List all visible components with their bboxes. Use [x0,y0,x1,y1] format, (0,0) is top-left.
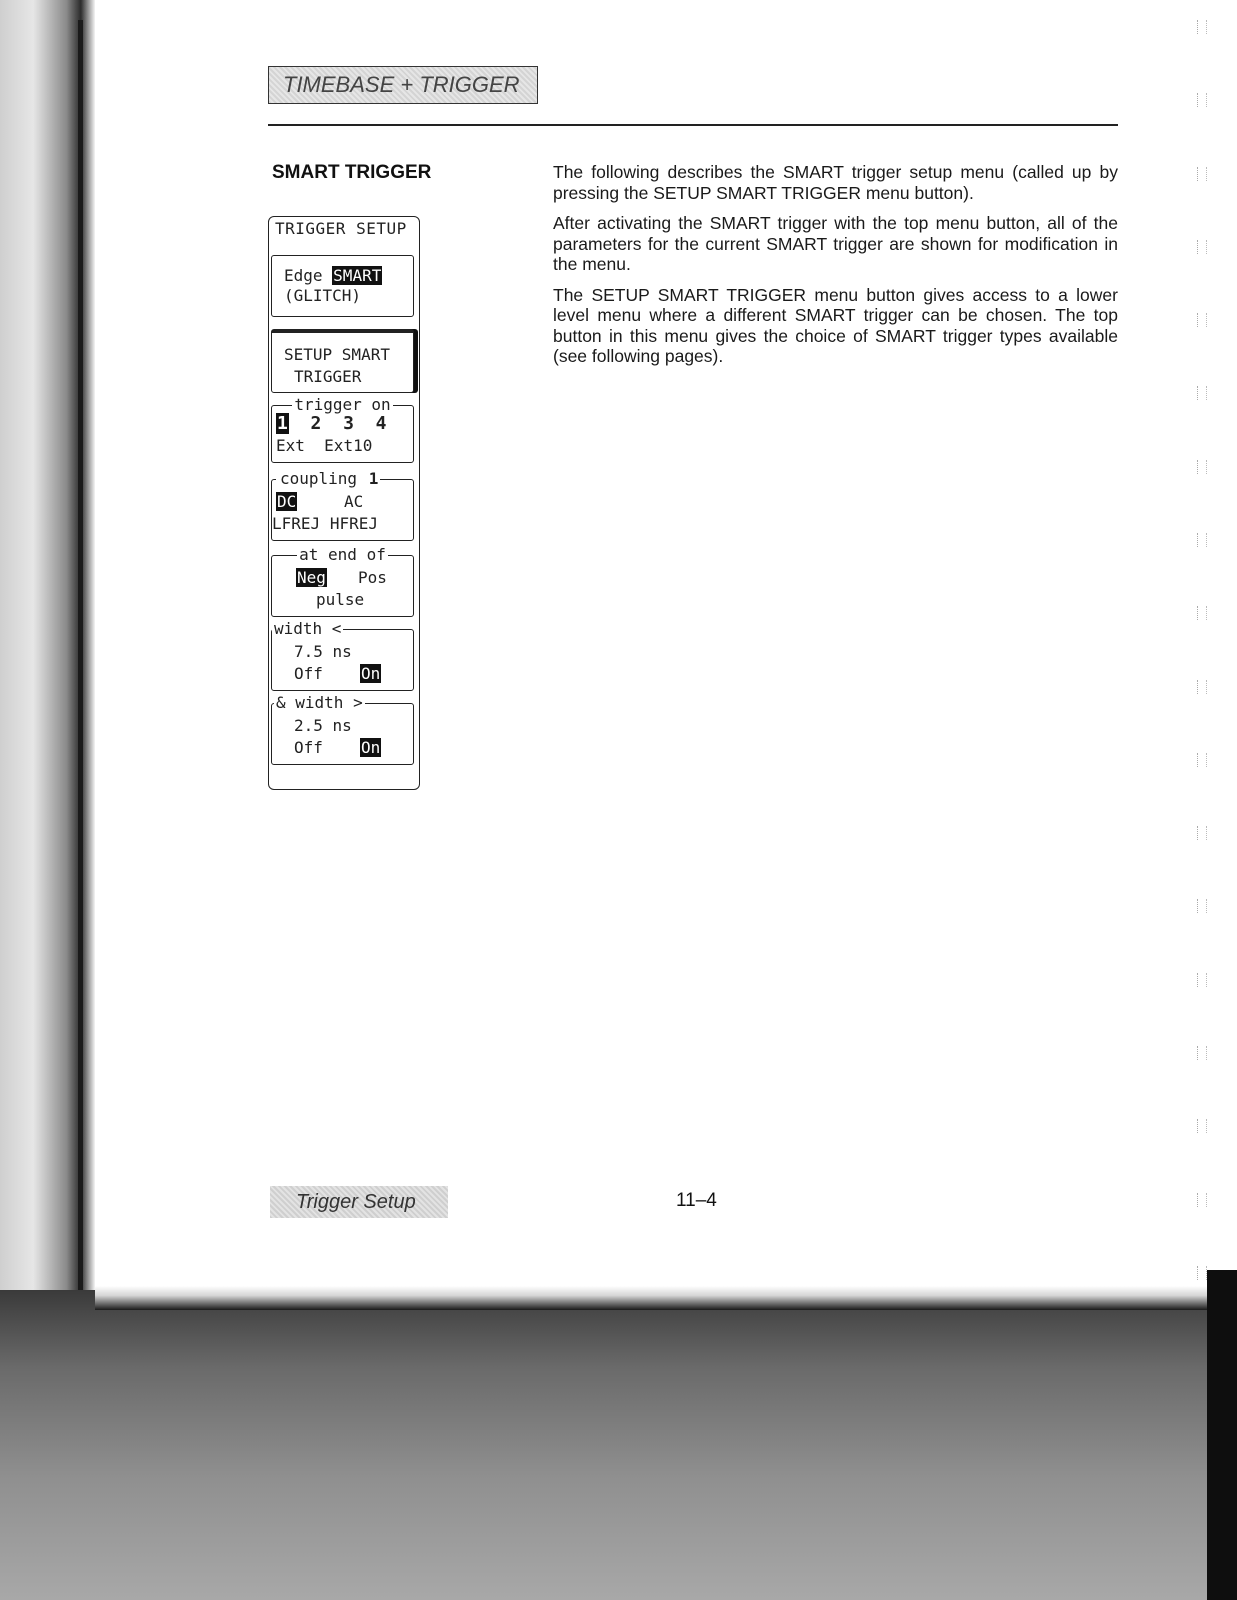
width-lt-off: Off [294,664,323,683]
width-greater-than-button[interactable] [271,693,414,765]
spine-line [78,20,83,1300]
paragraph-1: The following describes the SMART trigger setup menu (called up by pressing the SETUP SMART TRIGGER menu button). [553,162,1118,203]
coupling-legend: coupling [280,469,358,488]
trigger-type-button[interactable] [271,255,414,317]
option-edge: Edge [284,266,323,285]
option-pos: Pos [358,568,387,587]
left-heading: SMART TRIGGER [272,162,432,183]
at-end-of-button[interactable] [271,545,414,617]
bottom-shadow [0,1290,1237,1600]
right-edge-marks [1197,20,1217,1280]
coupling-channel: 1 [368,469,379,488]
trigger-subtype: (GLITCH) [284,286,362,305]
width-gt-on-selected: On [361,738,381,757]
trigger-on-legend: trigger on [294,395,391,414]
coupling-lfrej: LFREJ [272,514,321,533]
section-title-tab [268,66,538,104]
paragraph-3: The SETUP SMART TRIGGER menu button gives access to a lower level menu where a different SMART trigger can be chosen. The top button in this menu gives the choice of SMART trigger types available (see following pages). [553,284,1118,366]
right-dark-edge [1207,1270,1237,1600]
coupling-ac: AC [344,492,364,511]
coupling-button[interactable] [271,469,414,541]
width-gt-value: 2.5 ns [294,716,352,735]
option-ext: Ext [276,436,305,455]
paragraph-2: After activating the SMART trigger with the top menu button, all of the parameters for the current SMART trigger are shown for modification in the menu. [553,213,1118,274]
header-rule [268,124,1118,126]
trigger-setup-menu [268,216,420,790]
width-gt-legend: & width > [276,693,363,712]
setup-smart-trigger-button[interactable] [271,329,414,393]
footer-section: Trigger Setup [296,1190,416,1213]
page-number: 11–4 [676,1190,717,1211]
width-lt-legend: width < [274,619,342,638]
width-lt-value: 7.5 ns [294,642,352,661]
setup-button-line2: TRIGGER [294,367,362,386]
at-end-of-legend: at end of [299,545,386,564]
channel-2: 2 [310,413,322,434]
footer-section-tab [270,1186,448,1218]
body-text [553,162,1118,377]
trigger-on-button[interactable] [271,395,414,463]
option-smart-selected: SMART [333,266,382,285]
channel-1-selected: 1 [277,413,288,434]
width-gt-off: Off [294,738,323,757]
neg-selected: Neg [297,568,326,587]
coupling-hfrej: HFREJ [329,514,378,533]
page-edge [95,1286,1237,1310]
width-lt-on-selected: On [361,664,381,683]
section-title: TIMEBASE + TRIGGER [283,72,520,97]
coupling-dc-selected: DC [277,492,297,511]
option-ext10: Ext10 [324,436,373,455]
setup-button-line1: SETUP SMART [284,345,390,364]
channel-3: 3 [343,413,354,434]
channel-4: 4 [375,413,387,434]
pulse-label: pulse [316,590,365,609]
width-less-than-button[interactable] [271,619,414,691]
menu-title: TRIGGER SETUP [275,219,407,238]
